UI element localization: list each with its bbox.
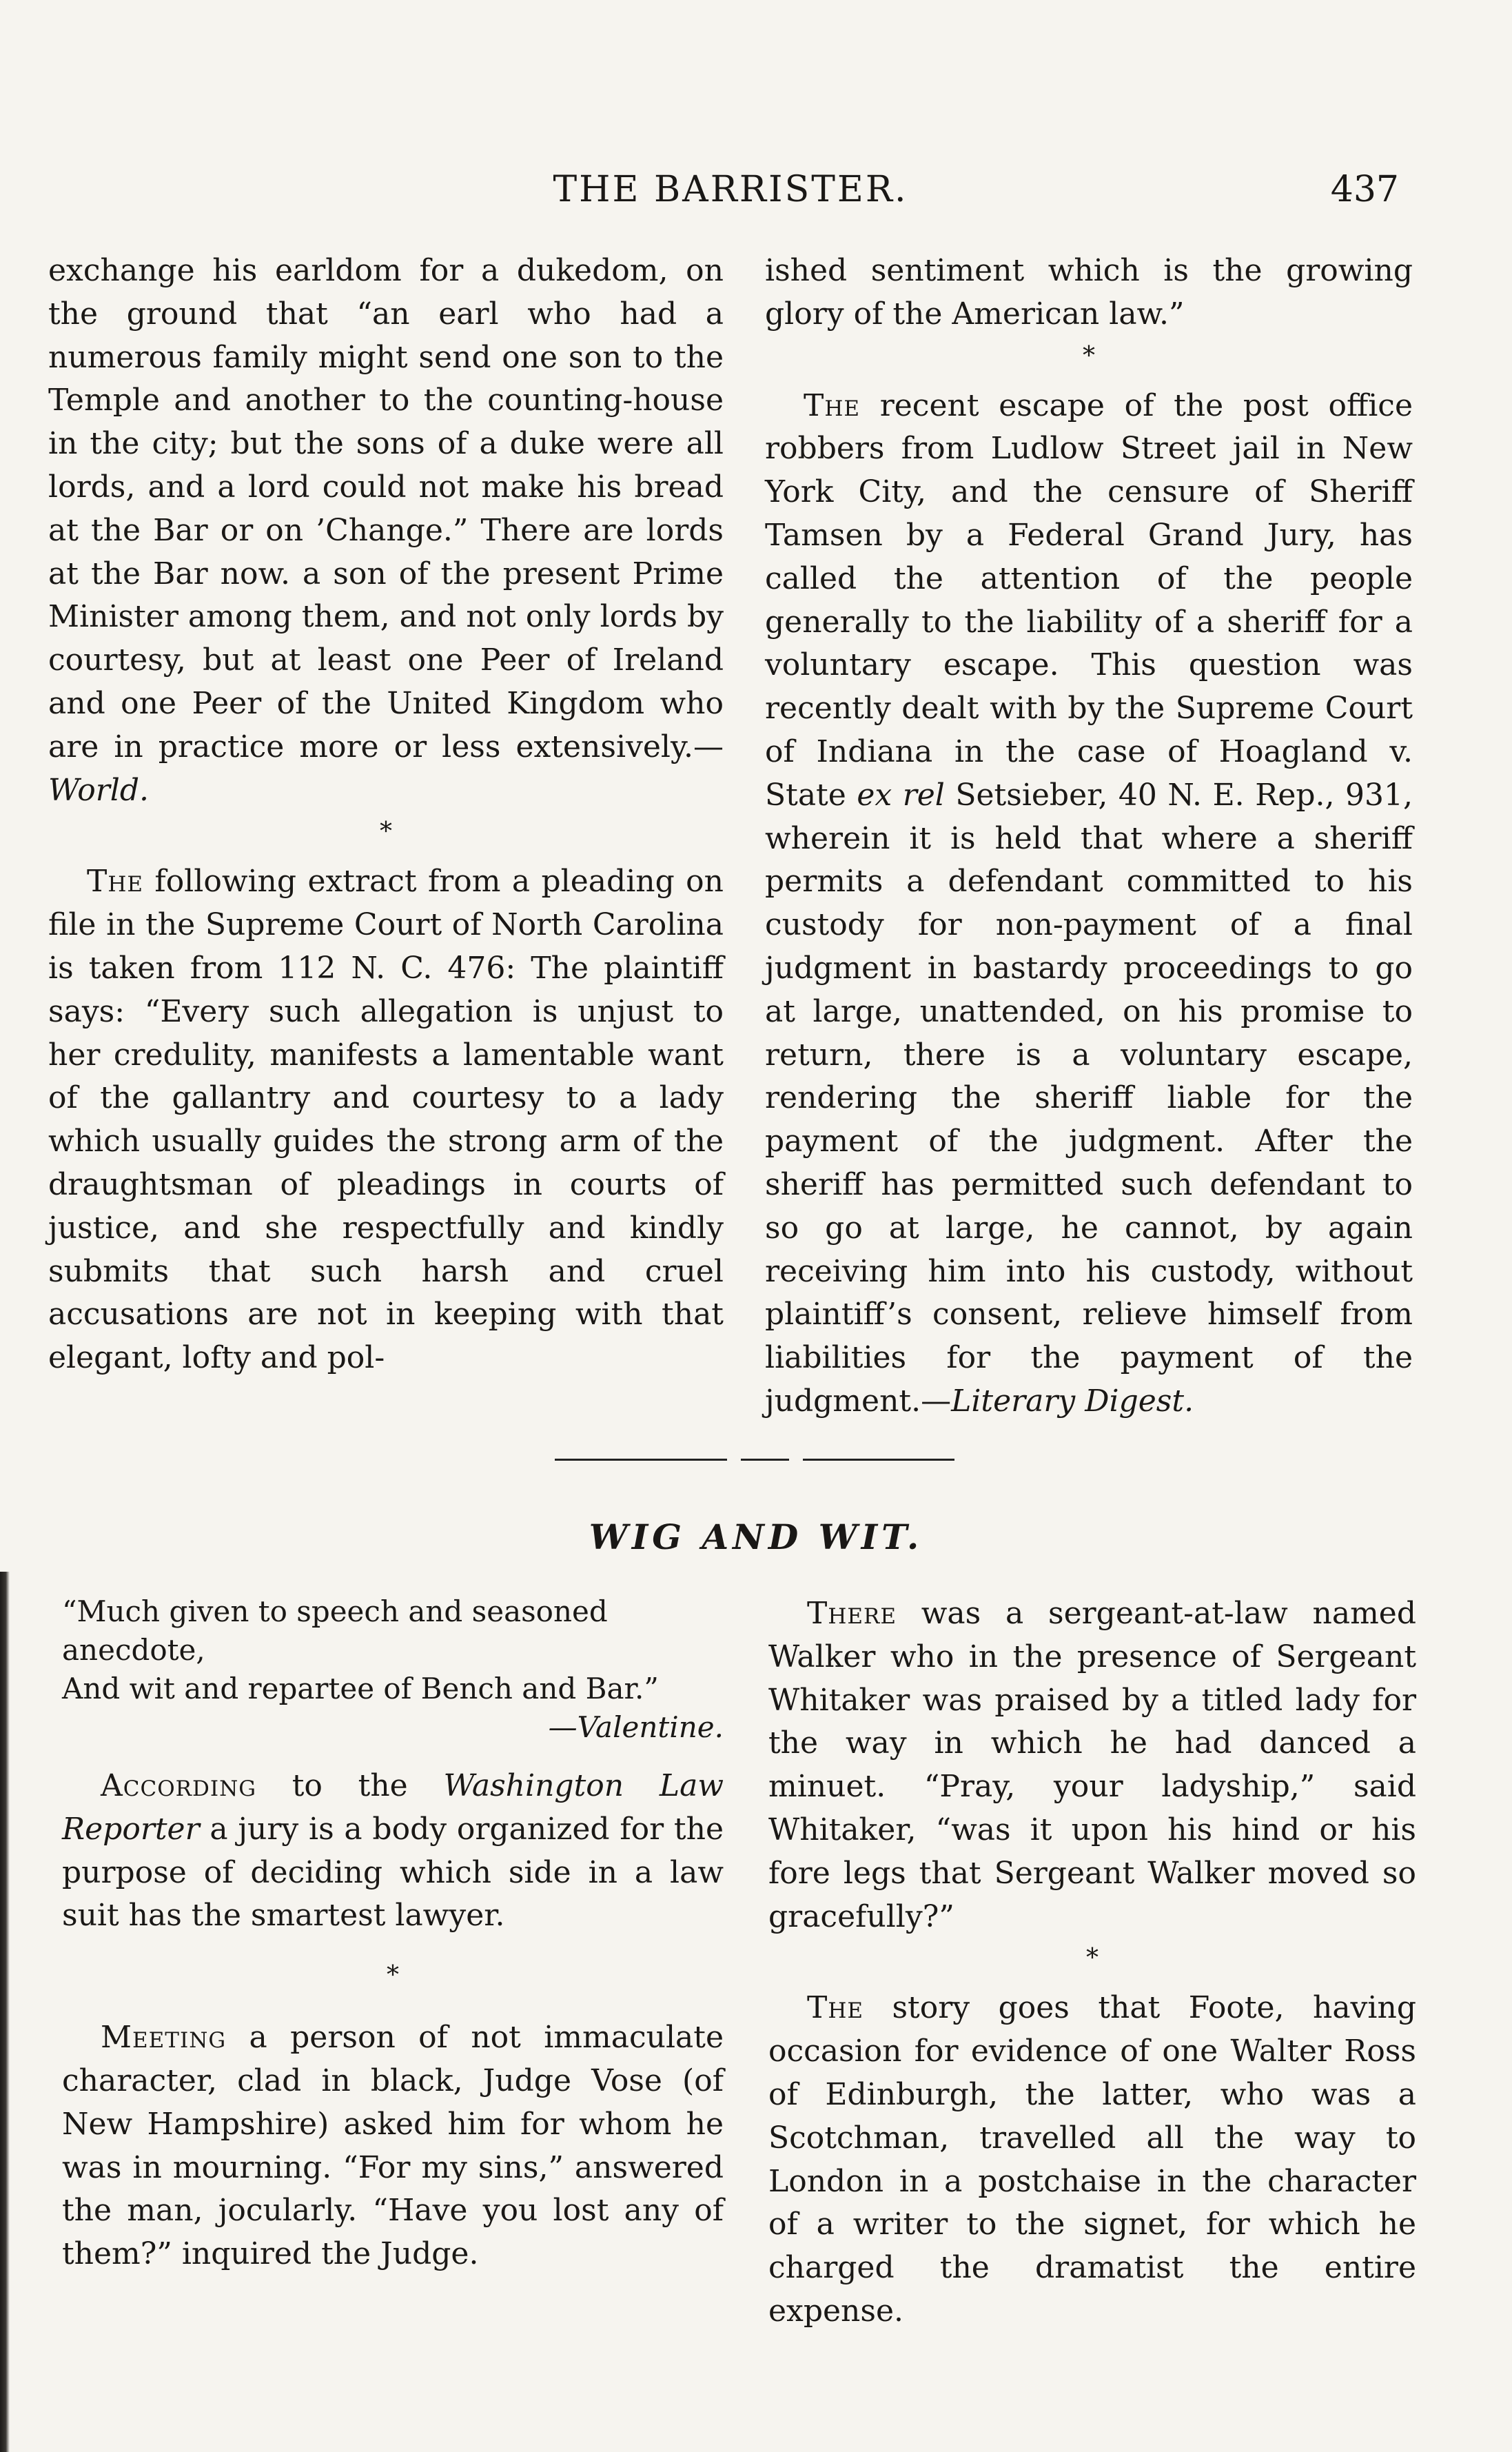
lead-word: The [87,864,144,900]
paragraph-pleading [48,860,724,1380]
epigraph [62,1592,724,1747]
asterism: * [380,818,392,847]
paragraph-text: to the [256,1768,444,1803]
paragraph-text: a person of not immaculate character, clad in black, Judge Vose (of New Hampshire) asked him for whom he was in mourning. “For my sins,” answered the man, jocularly. “Have you lost any of them?” inquired the Judge. [62,2020,724,2272]
divider-line [741,1459,789,1461]
paragraph-text: was a sergeant-at-law named Walker who in the presence of Sergeant Whitaker was praised by a titled lady for the way in which he had danced a minuet. “Pray, your ladyship,” said Whitaker, “was it upon his hind or his fore legs that Sergeant Walker moved so gracefully?” [768,1596,1416,1934]
paragraph-minuet [768,1592,1416,1938]
top-left-column [48,250,724,1380]
paragraph-earldom [48,250,724,812]
binding-edge [0,1572,10,2452]
lead-word: There [807,1596,897,1631]
page-header [41,169,1420,217]
paragraph-text: following extract from a pleading on file in the Supreme Court of North Carolina is taken from 112 N. C. 476: The plaintiff says: “Every such allegation is unjust to her credulity, manifests a lamentable want of the gallantry and courtesy to a lady which usually guides the strong arm of the draughtsman of pleadings in courts of justice, and she respectfully and kindly submits that such harsh and cruel accusations are not in keeping with that elegant, lofty and pol- [48,864,724,1376]
page-number: 437 [1330,169,1399,210]
section-divider [555,1456,954,1463]
divider-line [803,1459,954,1461]
paragraph-foote [768,1987,1416,2333]
asterism: * [1083,341,1095,370]
epigraph-credit: —Valentine. [548,1710,724,1744]
epigraph-line: And wit and repartee of Bench and Bar.” [62,1672,659,1705]
paragraph-text: Setsieber, 40 N. E. Rep., 931, wherein it is held that where a sheriff permits a defendant committed to his custody for non-payment of a final judgment in bastardy proceedings to go at large, unattended, on his promise to return, there is a voluntary escape, rendering the sheriff liable for the payment of the judgment. After the sheriff has permitted such defendant to so go at large, he cannot, by again receiving him into his custody, without plaintiff’s consent, relieve himself from liabilities for the payment of the judgment.— [765,777,1413,1419]
asterism: * [387,1961,399,1990]
paragraph-text: exchange his earldom for a dukedom, on the ground that “an earl who had a numerous family might send one son to the Temple and another to the counting-house in the city; but the sons of a duke were all lords, and a lord could not make his bread at the Bar or on ’Change.” There are lords at the Bar now. a son of the present Prime Minister among them, and not only lords by courtesy, but at least one Peer of Ireland and one Peer of the United Kingdom who are in practice more or less extensively.— [48,253,724,764]
epigraph-line: “Much given to speech and seasoned anecdote, [62,1594,608,1667]
lead-word: Meeting [101,2020,227,2056]
lead-word: According [101,1768,256,1803]
lead-word: The [804,387,861,423]
paragraph-text: a jury is a body organized for the purpose of deciding which side in a law suit has the smartest lawyer. [62,1811,724,1934]
paragraph-jury [62,1765,724,1938]
top-right-column [765,250,1413,1423]
asterism: * [1086,1944,1099,1973]
bottom-right-column [768,1592,1416,2333]
paragraph-text: recent escape of the post office robbers from Ludlow Street jail in New York City, and the censure of Sheriff Tamsen by a Federal Grand Jury, has called the attention of the people generally to the liability of a sheriff for a voluntary escape. This question was recently dealt with by the Supreme Court of Indiana in the case of Hoagland v. State [765,387,1413,813]
divider-line [555,1459,727,1461]
paragraph-text: story goes that Foote, having occasion for evidence of one Walter Ross of Edinburgh, the latter, who was a Scotchman, travelled all the way to London in a postchaise in the character of a writer to the signet, for which he charged the dramatist the entire expense. [768,1990,1416,2329]
source-citation: Literary Digest. [951,1383,1194,1419]
paragraph-escape [765,385,1413,1423]
italic-text: ex rel [857,777,945,813]
running-head: THE BARRISTER. [553,169,908,210]
section-title: WIG AND WIT. [589,1517,923,1557]
bottom-left-column [62,1592,724,2276]
source-citation: World. [48,772,149,808]
italic-text: Washington Law Reporter [62,1768,724,1847]
lead-word: The [807,1990,864,2026]
paragraph-mourning [62,2016,724,2276]
paragraph-continued: ished sentiment which is the growing glory of the American law.” [765,253,1413,332]
